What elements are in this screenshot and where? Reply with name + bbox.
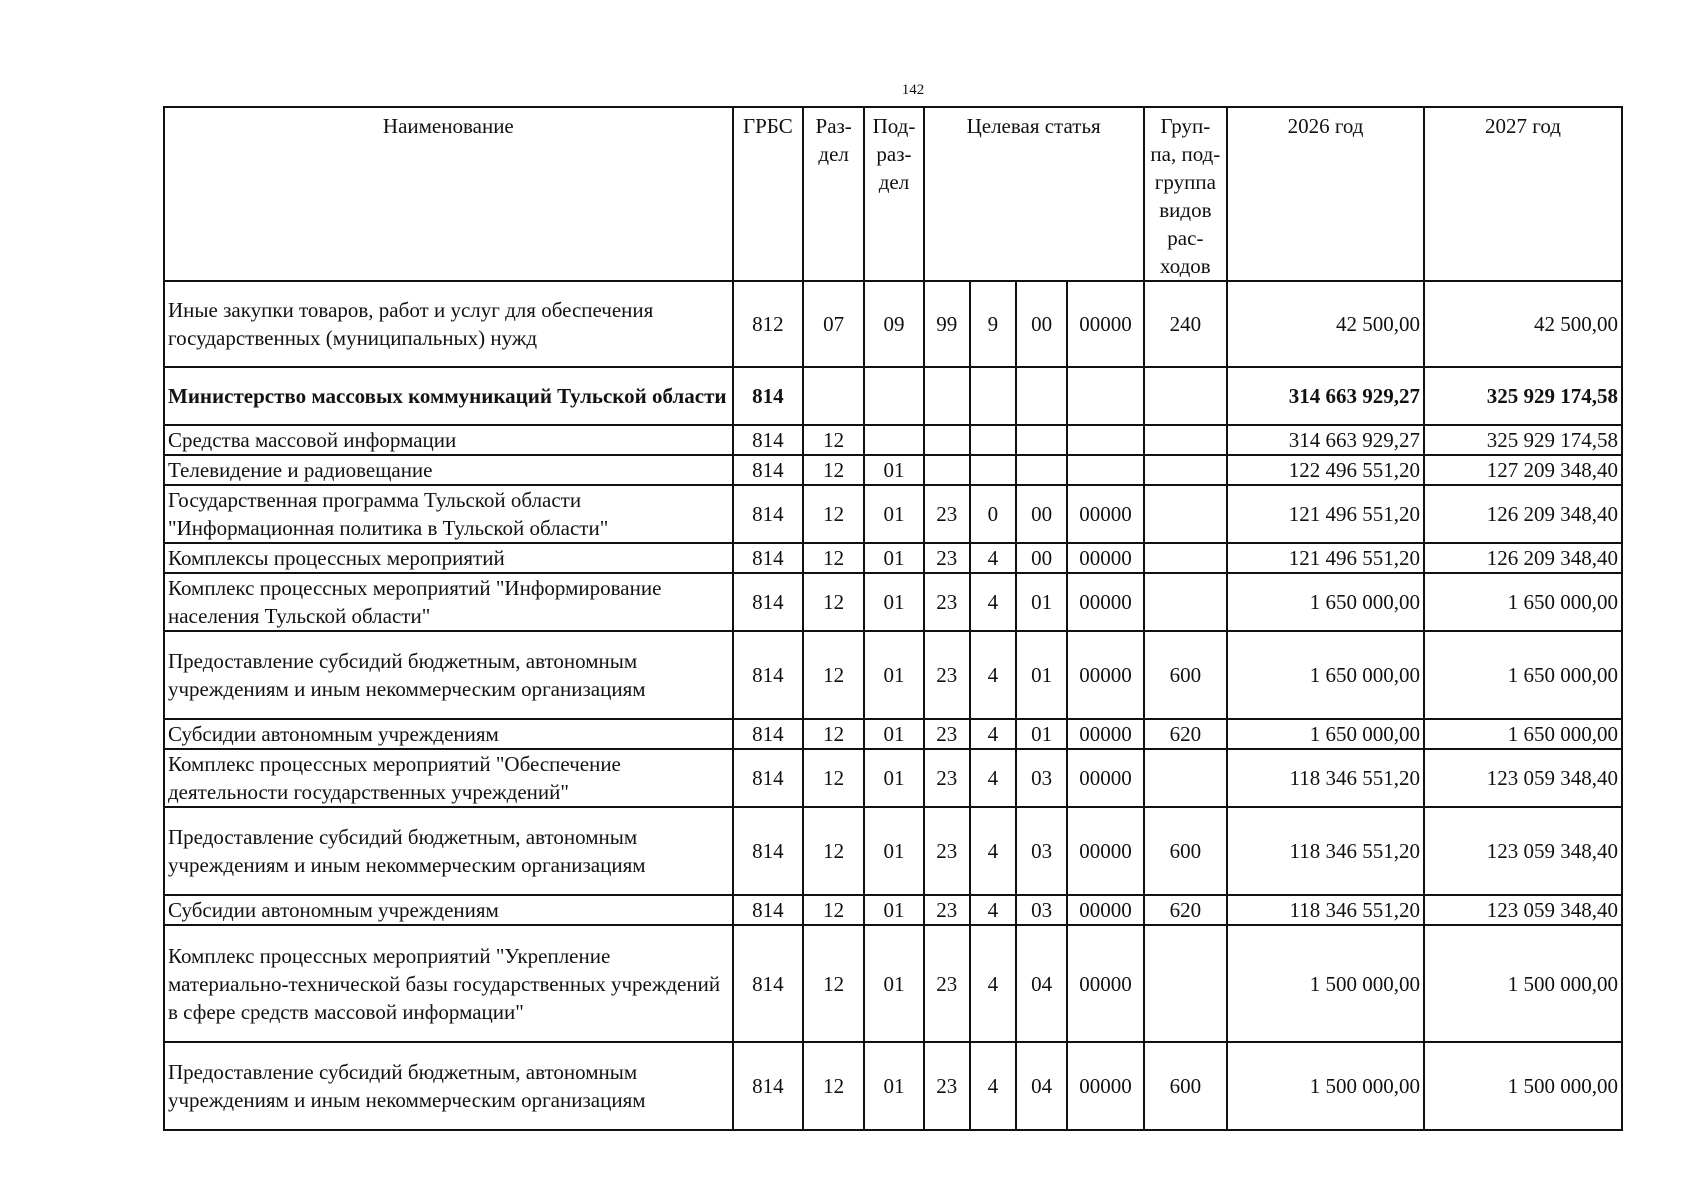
target-program-cell: 23	[924, 573, 970, 631]
header-podrazdel: Под- раз- дел	[864, 107, 923, 281]
amount-2027-cell: 126 209 348,40	[1424, 543, 1622, 573]
table-row	[164, 807, 1622, 895]
expense-group-cell: 240	[1144, 281, 1227, 367]
amount-2026-cell: 1 500 000,00	[1227, 1042, 1424, 1130]
grbs-cell: 814	[733, 543, 803, 573]
amount-2026-cell: 121 496 551,20	[1227, 543, 1424, 573]
target-direction-cell: 00000	[1067, 1042, 1143, 1130]
podrazdel-cell: 01	[864, 631, 923, 719]
razdel-cell: 12	[803, 749, 864, 807]
row-name: Субсидии автономным учреждениям	[164, 719, 733, 749]
amount-2027-cell: 42 500,00	[1424, 281, 1622, 367]
razdel-cell: 12	[803, 573, 864, 631]
grbs-cell: 814	[733, 485, 803, 543]
page-number: 142	[901, 82, 925, 98]
amount-2027-cell: 1 500 000,00	[1424, 925, 1622, 1042]
header-year-2026: 2026 год	[1227, 107, 1424, 281]
amount-2027-cell: 1 650 000,00	[1424, 719, 1622, 749]
target-type-cell: 4	[970, 749, 1016, 807]
target-complex-cell: 04	[1016, 925, 1067, 1042]
amount-2026-cell: 1 650 000,00	[1227, 631, 1424, 719]
table-row	[164, 367, 1622, 425]
podrazdel-cell: 01	[864, 543, 923, 573]
row-name: Комплекс процессных мероприятий "Укрепление материально-технической базы государственных учреждений в сфере средств массовой информации"	[164, 925, 733, 1042]
grbs-cell: 814	[733, 455, 803, 485]
table-row	[164, 925, 1622, 1042]
target-program-cell: 23	[924, 895, 970, 925]
table-row	[164, 631, 1622, 719]
target-program-cell: 23	[924, 631, 970, 719]
amount-2026-cell: 1 650 000,00	[1227, 719, 1424, 749]
amount-2027-cell: 325 929 174,58	[1424, 425, 1622, 455]
target-type-cell: 4	[970, 573, 1016, 631]
razdel-cell: 12	[803, 485, 864, 543]
target-complex-cell: 03	[1016, 749, 1067, 807]
target-complex-cell	[1016, 455, 1067, 485]
target-type-cell	[970, 455, 1016, 485]
target-complex-cell: 03	[1016, 895, 1067, 925]
expense-group-cell	[1144, 543, 1227, 573]
podrazdel-cell: 09	[864, 281, 923, 367]
table-row	[164, 719, 1622, 749]
target-complex-cell	[1016, 425, 1067, 455]
target-direction-cell: 00000	[1067, 631, 1143, 719]
razdel-cell: 12	[803, 719, 864, 749]
target-program-cell	[924, 367, 970, 425]
amount-2026-cell: 1 650 000,00	[1227, 573, 1424, 631]
expense-group-cell	[1144, 749, 1227, 807]
row-name: Предоставление субсидий бюджетным, автономным учреждениям и иным некоммерческим организациям	[164, 1042, 733, 1130]
podrazdel-cell	[864, 425, 923, 455]
grbs-cell: 814	[733, 749, 803, 807]
row-name: Комплекс процессных мероприятий "Информирование населения Тульской области"	[164, 573, 733, 631]
razdel-cell: 12	[803, 807, 864, 895]
amount-2026-cell: 1 500 000,00	[1227, 925, 1424, 1042]
target-direction-cell: 00000	[1067, 543, 1143, 573]
row-name: Иные закупки товаров, работ и услуг для обеспечения государственных (муниципальных) нужд	[164, 281, 733, 367]
table-row	[164, 485, 1622, 543]
grbs-cell: 814	[733, 719, 803, 749]
table-header-row	[164, 107, 1622, 281]
row-name: Комплексы процессных мероприятий	[164, 543, 733, 573]
budget-table	[163, 106, 1623, 1131]
target-direction-cell	[1067, 455, 1143, 485]
target-direction-cell	[1067, 425, 1143, 455]
grbs-cell: 814	[733, 631, 803, 719]
target-complex-cell: 00	[1016, 543, 1067, 573]
table-row	[164, 425, 1622, 455]
grbs-cell: 812	[733, 281, 803, 367]
razdel-cell: 07	[803, 281, 864, 367]
target-program-cell: 23	[924, 1042, 970, 1130]
amount-2027-cell: 126 209 348,40	[1424, 485, 1622, 543]
expense-group-cell	[1144, 455, 1227, 485]
expense-group-cell: 600	[1144, 1042, 1227, 1130]
table-row	[164, 543, 1622, 573]
target-type-cell: 4	[970, 719, 1016, 749]
expense-group-cell	[1144, 485, 1227, 543]
target-direction-cell: 00000	[1067, 485, 1143, 543]
target-type-cell: 4	[970, 543, 1016, 573]
target-type-cell: 4	[970, 895, 1016, 925]
target-direction-cell	[1067, 367, 1143, 425]
table-row	[164, 455, 1622, 485]
target-program-cell: 23	[924, 719, 970, 749]
target-program-cell: 23	[924, 749, 970, 807]
row-name: Министерство массовых коммуникаций Тульской области	[164, 367, 733, 425]
razdel-cell: 12	[803, 455, 864, 485]
amount-2026-cell: 314 663 929,27	[1227, 425, 1424, 455]
row-name: Предоставление субсидий бюджетным, автономным учреждениям и иным некоммерческим организациям	[164, 807, 733, 895]
table-row	[164, 281, 1622, 367]
header-year-2027: 2027 год	[1424, 107, 1622, 281]
amount-2027-cell: 1 650 000,00	[1424, 573, 1622, 631]
amount-2026-cell: 42 500,00	[1227, 281, 1424, 367]
target-complex-cell: 01	[1016, 573, 1067, 631]
row-name: Средства массовой информации	[164, 425, 733, 455]
podrazdel-cell: 01	[864, 573, 923, 631]
amount-2026-cell: 118 346 551,20	[1227, 749, 1424, 807]
target-type-cell: 4	[970, 807, 1016, 895]
target-type-cell	[970, 367, 1016, 425]
target-program-cell: 99	[924, 281, 970, 367]
target-program-cell	[924, 455, 970, 485]
row-name: Предоставление субсидий бюджетным, автономным учреждениям и иным некоммерческим организациям	[164, 631, 733, 719]
amount-2027-cell: 123 059 348,40	[1424, 807, 1622, 895]
razdel-cell: 12	[803, 543, 864, 573]
expense-group-cell: 600	[1144, 807, 1227, 895]
amount-2026-cell: 118 346 551,20	[1227, 807, 1424, 895]
podrazdel-cell: 01	[864, 807, 923, 895]
table-body	[164, 281, 1622, 1130]
amount-2027-cell: 123 059 348,40	[1424, 749, 1622, 807]
row-name: Государственная программа Тульской области "Информационная политика в Тульской области"	[164, 485, 733, 543]
target-direction-cell: 00000	[1067, 719, 1143, 749]
header-expense-group: Груп- па, под- группа видов рас- ходов	[1144, 107, 1227, 281]
row-name: Субсидии автономным учреждениям	[164, 895, 733, 925]
target-type-cell: 4	[970, 925, 1016, 1042]
header-grbs: ГРБС	[733, 107, 803, 281]
target-type-cell: 4	[970, 631, 1016, 719]
amount-2027-cell: 127 209 348,40	[1424, 455, 1622, 485]
target-direction-cell: 00000	[1067, 925, 1143, 1042]
table-row	[164, 1042, 1622, 1130]
target-program-cell: 23	[924, 925, 970, 1042]
grbs-cell: 814	[733, 425, 803, 455]
podrazdel-cell: 01	[864, 719, 923, 749]
target-complex-cell: 03	[1016, 807, 1067, 895]
target-direction-cell: 00000	[1067, 895, 1143, 925]
header-razdel: Раз- дел	[803, 107, 864, 281]
podrazdel-cell	[864, 367, 923, 425]
grbs-cell: 814	[733, 895, 803, 925]
expense-group-cell: 620	[1144, 719, 1227, 749]
razdel-cell: 12	[803, 631, 864, 719]
target-program-cell: 23	[924, 543, 970, 573]
razdel-cell	[803, 367, 864, 425]
razdel-cell: 12	[803, 895, 864, 925]
table-row	[164, 573, 1622, 631]
podrazdel-cell: 01	[864, 455, 923, 485]
grbs-cell: 814	[733, 925, 803, 1042]
grbs-cell: 814	[733, 573, 803, 631]
target-program-cell	[924, 425, 970, 455]
podrazdel-cell: 01	[864, 485, 923, 543]
header-target-article: Целевая статья	[924, 107, 1144, 281]
podrazdel-cell: 01	[864, 749, 923, 807]
target-complex-cell: 00	[1016, 281, 1067, 367]
header-name: Наименование	[164, 107, 733, 281]
target-complex-cell: 04	[1016, 1042, 1067, 1130]
grbs-cell: 814	[733, 367, 803, 425]
target-complex-cell: 01	[1016, 719, 1067, 749]
row-name: Комплекс процессных мероприятий "Обеспечение деятельности государственных учреждений"	[164, 749, 733, 807]
grbs-cell: 814	[733, 807, 803, 895]
target-direction-cell: 00000	[1067, 749, 1143, 807]
amount-2026-cell: 118 346 551,20	[1227, 895, 1424, 925]
podrazdel-cell: 01	[864, 925, 923, 1042]
target-type-cell: 4	[970, 1042, 1016, 1130]
target-type-cell: 9	[970, 281, 1016, 367]
amount-2027-cell: 1 650 000,00	[1424, 631, 1622, 719]
target-direction-cell: 00000	[1067, 281, 1143, 367]
amount-2027-cell: 325 929 174,58	[1424, 367, 1622, 425]
podrazdel-cell: 01	[864, 895, 923, 925]
razdel-cell: 12	[803, 925, 864, 1042]
table-row	[164, 895, 1622, 925]
target-complex-cell: 01	[1016, 631, 1067, 719]
target-direction-cell: 00000	[1067, 807, 1143, 895]
target-complex-cell	[1016, 367, 1067, 425]
target-direction-cell: 00000	[1067, 573, 1143, 631]
expense-group-cell	[1144, 573, 1227, 631]
expense-group-cell: 600	[1144, 631, 1227, 719]
amount-2026-cell: 122 496 551,20	[1227, 455, 1424, 485]
expense-group-cell	[1144, 425, 1227, 455]
razdel-cell: 12	[803, 1042, 864, 1130]
target-complex-cell: 00	[1016, 485, 1067, 543]
expense-group-cell	[1144, 367, 1227, 425]
amount-2027-cell: 1 500 000,00	[1424, 1042, 1622, 1130]
row-name: Телевидение и радиовещание	[164, 455, 733, 485]
target-program-cell: 23	[924, 485, 970, 543]
podrazdel-cell: 01	[864, 1042, 923, 1130]
amount-2027-cell: 123 059 348,40	[1424, 895, 1622, 925]
razdel-cell: 12	[803, 425, 864, 455]
target-type-cell	[970, 425, 1016, 455]
table-row	[164, 749, 1622, 807]
amount-2026-cell: 314 663 929,27	[1227, 367, 1424, 425]
grbs-cell: 814	[733, 1042, 803, 1130]
target-program-cell: 23	[924, 807, 970, 895]
target-type-cell: 0	[970, 485, 1016, 543]
amount-2026-cell: 121 496 551,20	[1227, 485, 1424, 543]
expense-group-cell	[1144, 925, 1227, 1042]
expense-group-cell: 620	[1144, 895, 1227, 925]
